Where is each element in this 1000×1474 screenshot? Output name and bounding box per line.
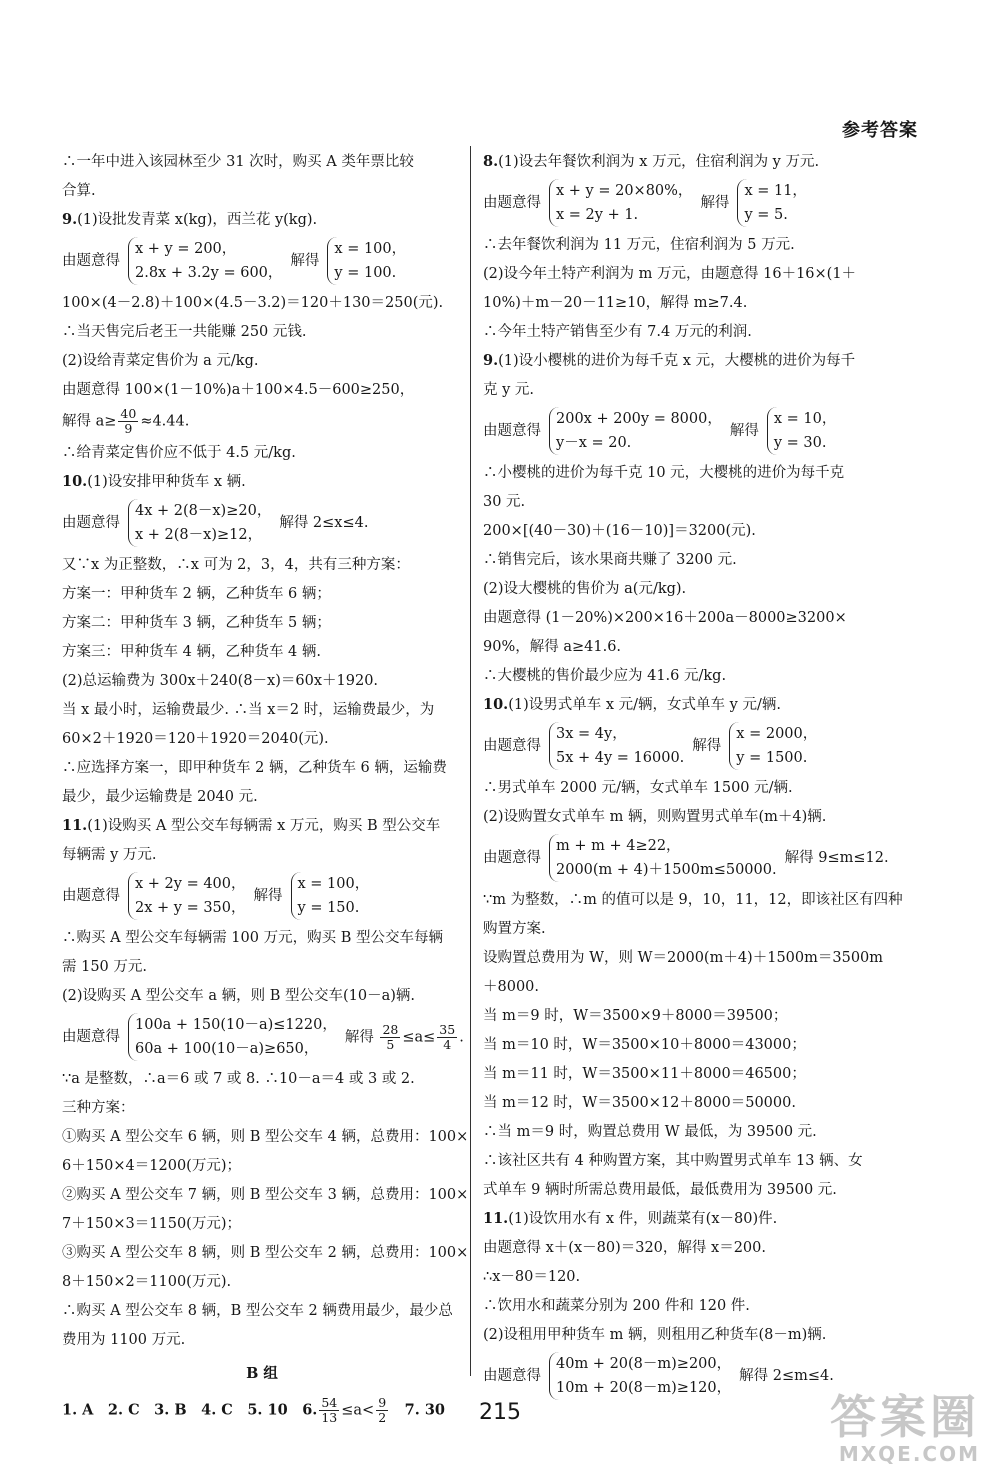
text-line: 费用为 1100 万元. <box>62 1332 186 1348</box>
denominator: 4 <box>443 1036 452 1052</box>
fraction <box>380 1023 400 1052</box>
text-line: 每辆需 y 万元. <box>62 847 157 863</box>
system-lead: 由题意得 <box>62 1029 120 1045</box>
right-column <box>483 150 913 1406</box>
numerator: 40 <box>120 406 137 421</box>
text-line: 最少，最少运输费是 2040 元. <box>62 789 258 805</box>
text-line: ∴当天售完后老王一共能赚 250 元钱. <box>62 324 307 340</box>
equation-system <box>62 872 462 920</box>
question-11 <box>483 1207 913 1231</box>
solution: x = 11， <box>744 183 807 199</box>
solution: y = 100. <box>334 265 397 281</box>
text-line: (2)设今年土特产利润为 m 万元，由题意得 16＋16×(1＋ <box>483 266 857 282</box>
section-header: 参考答案 <box>842 120 918 141</box>
text-line: ＋8000. <box>483 979 540 995</box>
equation: 2000(m + 4)＋1500m≤50000. <box>556 862 777 878</box>
numerator: 9 <box>378 1395 387 1410</box>
equation: 3x = 4y， <box>556 726 627 742</box>
solution: y = 150. <box>297 900 360 916</box>
text-line: 由题意得 x＋(x－80)＝320，解得 x＝200. <box>483 1240 766 1256</box>
text-line: ①购买 A 型公交车 6 辆，则 B 型公交车 4 辆，总费用：100× <box>62 1129 469 1145</box>
equation-system <box>62 237 462 285</box>
text-line: ∴今年土特产销售至少有 7.4 万元的利润. <box>483 324 752 340</box>
solution-brace <box>737 179 807 227</box>
solve-label: 解得 <box>729 423 759 439</box>
numerator: 54 <box>321 1395 338 1410</box>
equation-brace <box>549 407 722 455</box>
solution: y = 5. <box>744 207 788 223</box>
text-line: 式单车 9 辆时所需总费用最低，最低费用为 39500 元. <box>483 1182 837 1198</box>
text-line: 当 m＝11 时，W＝3500×11＋8000＝46500； <box>483 1066 806 1082</box>
question-text: (1)设小樱桃的进价为每千克 x 元，大樱桃的进价为每千 <box>498 353 856 369</box>
text-line: 三种方案： <box>62 1100 135 1116</box>
text-line: ∴给青菜定售价应不低于 4.5 元/kg. <box>62 445 296 461</box>
equation: x = 2y + 1. <box>556 207 639 223</box>
text-line: ∴饮用水和蔬菜分别为 200 件和 120 件. <box>483 1298 750 1314</box>
left-column <box>62 150 469 1430</box>
text-line: ∵m 为整数，∴m 的值可以是 9，10，11，12，即该社区有四种 <box>483 892 903 908</box>
solution: x = 2000， <box>736 726 818 742</box>
equation: 5x + 4y = 16000. <box>556 750 685 766</box>
text-line: ∴小樱桃的进价为每千克 10 元，大樱桃的进价为每千克 <box>483 465 845 481</box>
text-line: 由题意得 100×(1－10%)a＋100×4.5－600≥250， <box>62 382 415 398</box>
text-line: ∴男式单车 2000 元/辆，女式单车 1500 元/辆. <box>483 780 793 796</box>
equation: x + y = 20×80%， <box>556 183 693 199</box>
text-fragment: 解得 <box>344 1029 374 1045</box>
text-line: ∵a 是整数，∴a＝6 或 7 或 8. ∴10－a＝4 或 3 或 2. <box>62 1071 415 1087</box>
text-line: 200×[(40－30)＋(16－10)]＝3200(元). <box>483 523 756 539</box>
text-line: 方案二：甲种货车 3 辆，乙种货车 5 辆； <box>62 615 331 631</box>
solution-brace <box>327 237 406 285</box>
equation: 4x + 2(8－x)≥20， <box>135 503 272 519</box>
fraction <box>437 1023 457 1052</box>
solution: x = 100， <box>334 241 407 257</box>
text-line: ∴购买 A 型公交车 8 辆，B 型公交车 2 辆费用最少，最少总 <box>62 1303 453 1319</box>
question-text: (1)设男式单车 x 元/辆，女式单车 y 元/辆. <box>508 697 781 713</box>
solution: x = 100， <box>297 876 370 892</box>
system-lead: 由题意得 <box>62 515 120 531</box>
equation: m + m + 4≥22， <box>556 838 681 854</box>
text-line: 当 m＝12 时，W＝3500×12＋8000＝50000. <box>483 1095 796 1111</box>
solve-label: 解得 <box>700 195 730 211</box>
equation-system <box>483 834 913 882</box>
equation-system <box>483 179 913 227</box>
text-line: 30 元. <box>483 494 526 510</box>
equation: x + 2y = 400， <box>135 876 246 892</box>
text-line: 方案一：甲种货车 2 辆，乙种货车 6 辆； <box>62 586 331 602</box>
text-line: 100×(4－2.8)＋100×(4.5－3.2)＝120＋130＝250(元). <box>62 295 444 311</box>
question-text: (1)设批发青菜 x(kg)，西兰花 y(kg). <box>77 212 318 228</box>
text-line: 克 y 元. <box>483 382 535 398</box>
text-line: 10%)＋m－20－11≥10，解得 m≥7.4. <box>483 295 748 311</box>
text-line: ∴x－80＝120. <box>483 1269 581 1285</box>
question-text: (1)设购买 A 型公交车每辆需 x 万元，购买 B 型公交车 <box>87 818 441 834</box>
text-fragment: 1. A 2. C 3. B 4. C 5. 10 6. <box>62 1401 318 1419</box>
text-line: ②购买 A 型公交车 7 辆，则 B 型公交车 3 辆，总费用：100× <box>62 1187 469 1203</box>
text-line: ∴购买 A 型公交车每辆需 100 万元，购买 B 型公交车每辆 <box>62 930 443 946</box>
solution: y = 30. <box>773 435 827 451</box>
text-line: 当 m＝9 时，W＝3500×9＋8000＝39500； <box>483 1008 788 1024</box>
question-number: 10. <box>62 473 88 490</box>
solution-brace <box>729 722 817 770</box>
text-line: 合算. <box>62 183 96 199</box>
watermark-logo <box>830 1392 980 1466</box>
numerator: 28 <box>382 1021 399 1037</box>
text-line: ∴销售完后，该水果商共赚了 3200 元. <box>483 552 737 568</box>
equation: 60a + 100(10－a)≥650， <box>135 1041 319 1057</box>
question-number: 8. <box>483 153 499 170</box>
text-line: 7＋150×3＝1150(万元)； <box>62 1216 241 1232</box>
solution-brace <box>291 872 370 920</box>
equation-brace <box>128 499 271 547</box>
question-number: 11. <box>62 817 88 834</box>
equation-system <box>483 407 913 455</box>
denominator: 9 <box>124 421 133 436</box>
watermark-text: 答案圈 <box>830 1390 980 1444</box>
text-line: 方案三：甲种货车 4 辆，乙种货车 4 辆. <box>62 644 321 660</box>
text-line: ∴应选择方案一，即甲种货车 2 辆，乙种货车 6 辆，运输费 <box>62 760 447 776</box>
equation: x + 2(8－x)≥12， <box>135 527 263 543</box>
equation-system <box>62 499 462 547</box>
system-lead: 由题意得 <box>483 423 541 439</box>
text-line: 60×2＋1920＝120＋1920＝2040(元). <box>62 731 329 747</box>
text-line: 6＋150×4＝1200(万元)； <box>62 1158 241 1174</box>
equation: 200x + 200y = 8000， <box>556 411 722 427</box>
section-heading-b: B 组 <box>246 1365 278 1382</box>
equation: 2.8x + 3.2y = 600， <box>135 265 283 281</box>
question-text: (1)设饮用水有 x 件，则蔬菜有(x－80)件. <box>508 1211 778 1227</box>
solve-label: 解得 2≤x≤4. <box>279 515 369 531</box>
question-text: (1)设安排甲种货车 x 辆. <box>87 474 246 490</box>
text-line: 8＋150×2＝1100(万元). <box>62 1274 232 1290</box>
text-line: 设购置总费用为 W，则 W＝2000(m＋4)＋1500m＝3500m <box>483 950 884 966</box>
text-line: (2)总运输费为 300x＋240(8－x)＝60x＋1920. <box>62 673 379 689</box>
denominator: 13 <box>321 1410 338 1425</box>
equation-brace <box>549 1352 731 1400</box>
equation: 2x + y = 350， <box>135 900 246 916</box>
text-line: (2)设给青菜定售价为 a 元/kg. <box>62 353 259 369</box>
text-line: ③购买 A 型公交车 8 辆，则 B 型公交车 2 辆，总费用：100× <box>62 1245 469 1261</box>
system-lead: 由题意得 <box>483 1368 541 1384</box>
text-line: 90%，解得 a≥41.6. <box>483 639 622 655</box>
equation: 100a + 150(10－a)≤1220， <box>135 1017 337 1033</box>
text-fragment: ≤a< <box>341 1402 375 1419</box>
equation-brace <box>549 179 692 227</box>
solve-label: 解得 9≤m≤12. <box>784 850 889 866</box>
fraction <box>118 407 138 436</box>
equation-brace <box>128 1013 337 1061</box>
system-lead: 由题意得 <box>483 195 541 211</box>
text-fragment: 解得 a≥ <box>62 413 117 430</box>
equation: 40m + 20(8－m)≥200， <box>556 1356 732 1372</box>
denominator: 5 <box>386 1036 395 1052</box>
text-line: ∴当 m＝9 时，购置总费用 W 最低，为 39500 元. <box>483 1124 817 1140</box>
text-line: ∴该社区共有 4 种购置方案，其中购置男式单车 13 辆、女 <box>483 1153 863 1169</box>
text-fragment: ≈4.44. <box>140 413 190 430</box>
denominator: 2 <box>378 1410 387 1425</box>
equation-brace <box>128 872 246 920</box>
text-line: (2)设购买 A 型公交车 a 辆，则 B 型公交车(10－a)辆. <box>62 988 415 1004</box>
text-line: 又∵x 为正整数，∴x 可为 2，3，4，共有三种方案： <box>62 557 410 573</box>
system-lead: 由题意得 <box>62 888 120 904</box>
question-11 <box>62 814 462 838</box>
solution-brace <box>767 407 837 455</box>
question-9 <box>62 208 462 232</box>
text-line: (2)设购置女式单车 m 辆，则购置男式单车(m＋4)辆. <box>483 809 827 825</box>
solve-label <box>345 1023 464 1052</box>
equation-system <box>62 1013 462 1061</box>
equation-system <box>483 722 913 770</box>
question-8 <box>483 150 913 174</box>
question-number: 10. <box>483 696 509 713</box>
text-line: 需 150 万元. <box>62 959 148 975</box>
text-line: ∴一年中进入该园林至少 31 次时，购买 A 类年票比较 <box>62 154 414 170</box>
text-line: (2)设租用甲种货车 m 辆，则租用乙种货车(8－m)辆. <box>483 1327 827 1343</box>
text-fragment: . <box>459 1029 464 1045</box>
equation: x + y = 200， <box>135 241 237 257</box>
question-number: 9. <box>62 211 78 228</box>
text-line: ∴大樱桃的售价最少应为 41.6 元/kg. <box>483 668 727 684</box>
text-line: (2)设大樱桃的售价为 a(元/kg). <box>483 581 687 597</box>
equation-brace <box>549 834 777 882</box>
question-number: 11. <box>483 1210 509 1227</box>
text-line: 由题意得 (1－20%)×200×16＋200a－8000≥3200× <box>483 610 847 626</box>
solution: x = 10， <box>773 411 837 427</box>
column-divider <box>470 146 471 1376</box>
text-line: 当 m＝10 时，W＝3500×10＋8000＝43000； <box>483 1037 806 1053</box>
question-text: (1)设去年餐饮利润为 x 万元，住宿利润为 y 万元. <box>498 154 820 170</box>
solve-label: 解得 <box>290 253 320 269</box>
solve-label: 解得 2≤m≤4. <box>739 1368 834 1384</box>
question-10 <box>483 693 913 717</box>
text-fragment: ≤a≤ <box>402 1029 436 1045</box>
solution: y = 1500. <box>736 750 808 766</box>
text-line <box>62 407 462 436</box>
question-10 <box>62 470 462 494</box>
question-9 <box>483 349 913 373</box>
equation-brace <box>128 237 282 285</box>
solve-label: 解得 <box>692 738 722 754</box>
watermark-url: MXQE.COM <box>838 1442 980 1466</box>
equation: y－x = 20. <box>556 435 632 451</box>
numerator: 35 <box>439 1021 456 1037</box>
text-line: ∴去年餐饮利润为 11 万元，住宿利润为 5 万元. <box>483 237 795 253</box>
system-lead: 由题意得 <box>483 850 541 866</box>
system-lead: 由题意得 <box>483 738 541 754</box>
system-lead: 由题意得 <box>62 253 120 269</box>
equation-brace <box>549 722 684 770</box>
text-line: 当 x 最小时，运输费最少. ∴当 x＝2 时，运输费最少，为 <box>62 702 435 718</box>
equation: 10m + 20(8－m)≥120， <box>556 1380 732 1396</box>
text-line: 购置方案. <box>483 921 546 937</box>
page-number: 215 <box>479 1400 521 1425</box>
text-fragment: 7. 30 <box>390 1401 446 1419</box>
question-number: 9. <box>483 352 499 369</box>
solve-label: 解得 <box>253 888 283 904</box>
